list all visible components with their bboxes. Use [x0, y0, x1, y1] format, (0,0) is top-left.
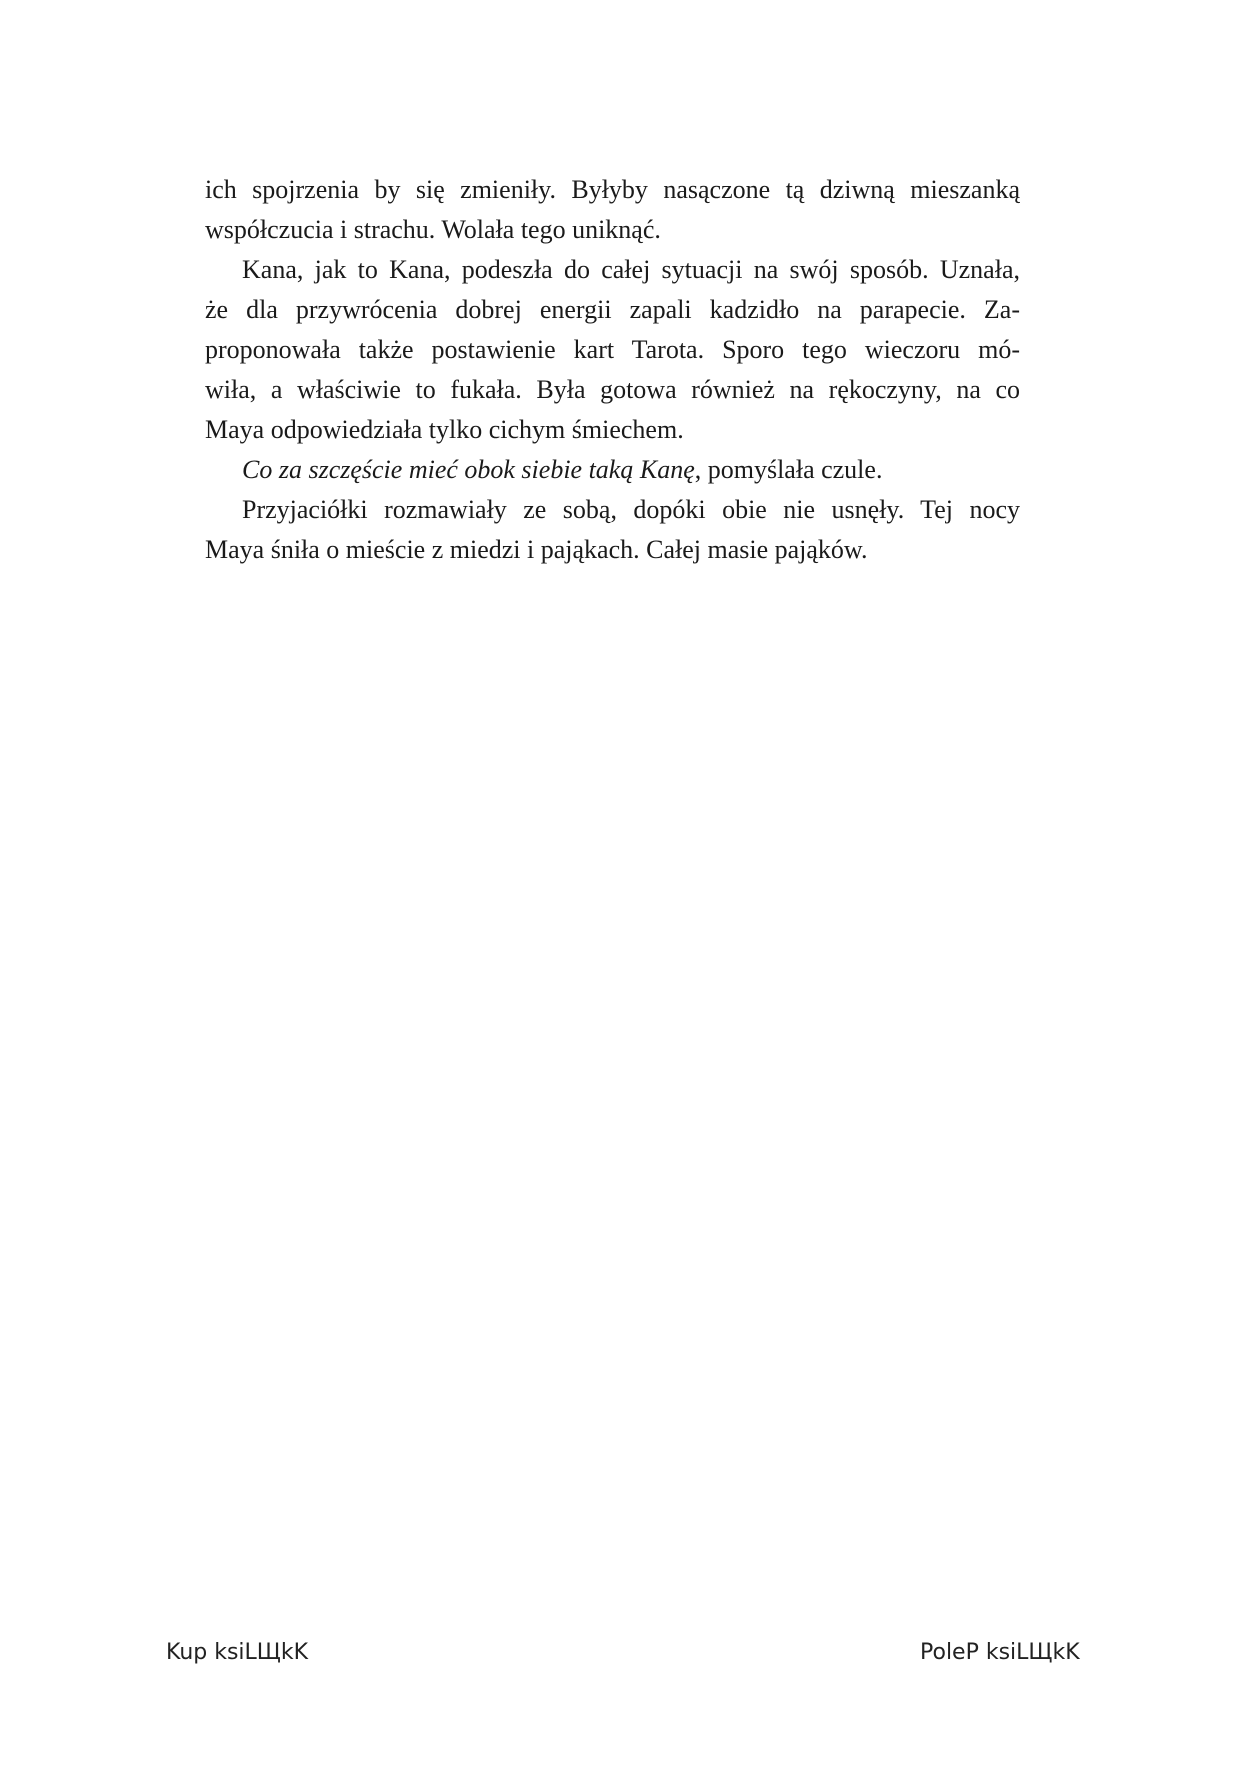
paragraph-4-line-2: Maya śniła o mieście z miedzi i pająkach. Całej masie pająków. [205, 535, 868, 564]
body-text [205, 170, 1020, 570]
paragraph-3-italic-thought: Co za szczęście mieć obok siebie taką Kanę [242, 455, 695, 484]
paragraph-1-line-1: ich spojrzenia by się zmieniły. Byłyby nasączone tą dziwną mieszanką [205, 175, 1020, 204]
paragraph-3-rest: , pomyślała czule. [694, 455, 883, 484]
paragraph-2-line-2: że dla przywrócenia dobrej energii zapali kadzidło na parapecie. Za- [205, 295, 1020, 324]
paragraph-1-line-2: współczucia i strachu. Wolała tego uniknąć. [205, 215, 661, 244]
paragraph-2-line-4: wiła, a właściwie to fukała. Była gotowa również na rękoczyny, na co [205, 375, 1020, 404]
paragraph-2-line-5: Maya odpowiedziała tylko cichym śmiechem. [205, 415, 684, 444]
paragraph-2-line-3: proponowała także postawienie kart Tarota. Sporo tego wieczoru mó- [205, 335, 1020, 364]
paragraph-4-line-1: Przyjaciółki rozmawiały ze sobą, dopóki obie nie usnęły. Tej nocy [242, 495, 1020, 524]
recommend-book-link[interactable]: PoleP ksiLЩkK [920, 1640, 1080, 1665]
paragraph-3 [205, 450, 1020, 490]
buy-book-link[interactable]: Kup ksiLЩkK [166, 1640, 309, 1665]
paragraph-2-line-1: Kana, jak to Kana, podeszła do całej sytuacji na swój sposób. Uznała, [242, 255, 1020, 284]
